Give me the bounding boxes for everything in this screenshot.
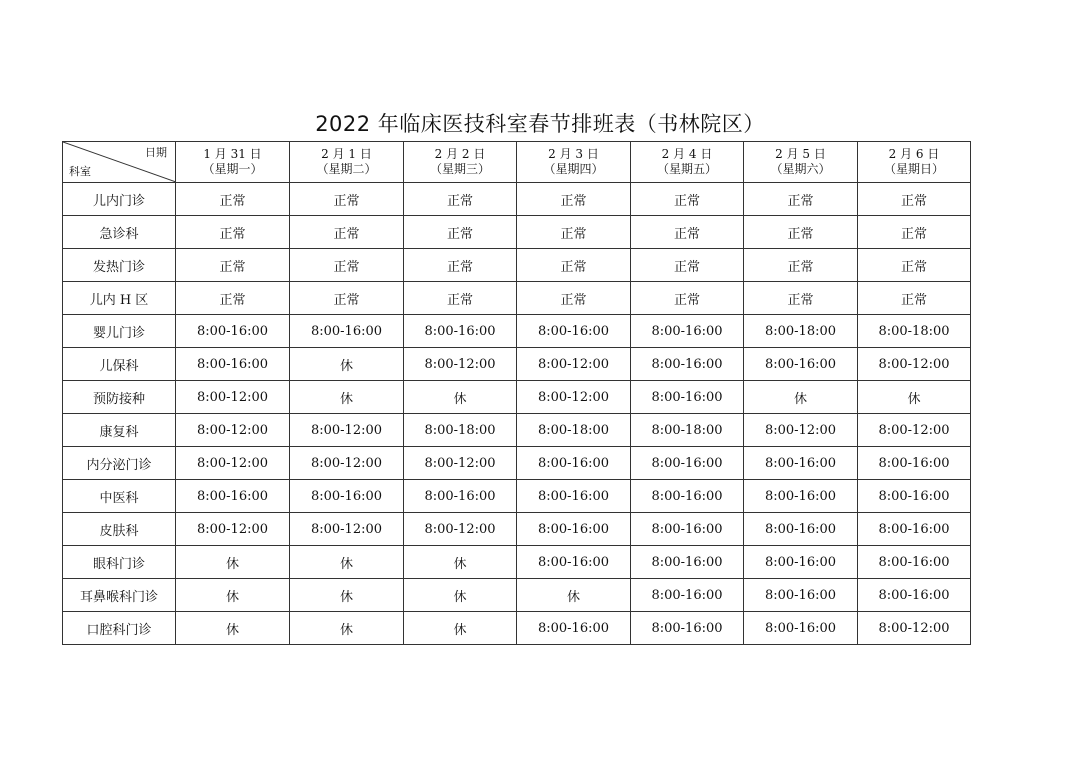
schedule-cell: 正常	[290, 249, 404, 282]
schedule-cell: 正常	[858, 249, 971, 282]
schedule-cell: 8:00-16:00	[744, 579, 858, 612]
schedule-cell: 正常	[176, 216, 290, 249]
table-row	[63, 513, 971, 546]
schedule-cell: 8:00-16:00	[858, 579, 971, 612]
department-cell: 康复科	[63, 414, 176, 447]
date-column-header	[517, 142, 631, 183]
column-weekday: （星期一）	[202, 162, 263, 176]
schedule-cell: 正常	[404, 216, 517, 249]
corner-date-label: 日期	[145, 146, 167, 159]
schedule-cell: 8:00-18:00	[404, 414, 517, 447]
table-row	[63, 579, 971, 612]
schedule-cell: 8:00-16:00	[858, 513, 971, 546]
schedule-cell: 8:00-18:00	[631, 414, 744, 447]
corner-header-cell	[63, 142, 176, 183]
schedule-cell: 正常	[290, 183, 404, 216]
schedule-cell: 8:00-16:00	[517, 546, 631, 579]
schedule-cell: 8:00-16:00	[176, 348, 290, 381]
schedule-cell: 正常	[744, 183, 858, 216]
corner-dept-label: 科室	[69, 165, 91, 178]
schedule-cell: 正常	[744, 216, 858, 249]
schedule-cell: 正常	[744, 249, 858, 282]
schedule-cell: 休	[176, 546, 290, 579]
schedule-cell: 休	[404, 579, 517, 612]
schedule-cell: 正常	[744, 282, 858, 315]
column-date: 2 月 5 日	[775, 147, 826, 161]
department-cell: 儿保科	[63, 348, 176, 381]
column-weekday: （星期六）	[770, 162, 831, 176]
schedule-cell: 8:00-16:00	[744, 447, 858, 480]
schedule-cell: 休	[404, 612, 517, 645]
table-row	[63, 480, 971, 513]
schedule-cell: 8:00-16:00	[404, 480, 517, 513]
column-date: 2 月 3 日	[548, 147, 599, 161]
schedule-cell: 8:00-12:00	[858, 414, 971, 447]
department-cell: 儿内 H 区	[63, 282, 176, 315]
schedule-cell: 正常	[517, 183, 631, 216]
column-weekday: （星期二）	[316, 162, 377, 176]
schedule-cell: 8:00-12:00	[290, 447, 404, 480]
date-column-header	[858, 142, 971, 183]
department-cell: 婴儿门诊	[63, 315, 176, 348]
schedule-cell: 8:00-12:00	[176, 447, 290, 480]
schedule-cell: 8:00-18:00	[744, 315, 858, 348]
schedule-cell: 正常	[858, 183, 971, 216]
schedule-cell: 正常	[858, 216, 971, 249]
schedule-cell: 8:00-12:00	[176, 513, 290, 546]
schedule-cell: 休	[290, 612, 404, 645]
schedule-cell: 休	[290, 348, 404, 381]
schedule-cell: 8:00-16:00	[858, 546, 971, 579]
schedule-cell: 8:00-16:00	[858, 480, 971, 513]
column-weekday: （星期四）	[543, 162, 604, 176]
date-column-header	[404, 142, 517, 183]
column-date: 2 月 2 日	[434, 147, 486, 161]
table-row	[63, 612, 971, 645]
schedule-cell: 8:00-16:00	[290, 315, 404, 348]
table-row	[63, 183, 971, 216]
table-row	[63, 546, 971, 579]
schedule-cell: 8:00-16:00	[631, 447, 744, 480]
schedule-cell: 8:00-16:00	[744, 513, 858, 546]
schedule-cell: 8:00-16:00	[176, 315, 290, 348]
schedule-cell: 8:00-12:00	[858, 612, 971, 645]
schedule-cell: 正常	[176, 282, 290, 315]
table-row	[63, 447, 971, 480]
table-row	[63, 315, 971, 348]
schedule-cell: 正常	[517, 282, 631, 315]
schedule-cell: 8:00-16:00	[631, 381, 744, 414]
schedule-cell: 8:00-16:00	[631, 480, 744, 513]
schedule-cell: 正常	[631, 249, 744, 282]
schedule-cell: 正常	[404, 249, 517, 282]
schedule-cell: 8:00-12:00	[176, 414, 290, 447]
header-row	[63, 142, 971, 183]
schedule-cell: 8:00-16:00	[631, 579, 744, 612]
schedule-cell: 休	[517, 579, 631, 612]
column-weekday: （星期日）	[883, 162, 944, 176]
schedule-cell: 正常	[517, 216, 631, 249]
table-row	[63, 348, 971, 381]
table-row	[63, 381, 971, 414]
schedule-cell: 8:00-12:00	[744, 414, 858, 447]
schedule-cell: 8:00-12:00	[176, 381, 290, 414]
schedule-cell: 8:00-16:00	[176, 480, 290, 513]
schedule-cell: 8:00-16:00	[517, 612, 631, 645]
schedule-body	[63, 183, 971, 645]
schedule-cell: 正常	[176, 183, 290, 216]
schedule-cell: 8:00-16:00	[517, 447, 631, 480]
column-date: 1 月 31 日	[203, 147, 262, 161]
schedule-cell: 正常	[404, 183, 517, 216]
schedule-cell: 8:00-18:00	[517, 414, 631, 447]
table-row	[63, 249, 971, 282]
schedule-cell: 8:00-16:00	[631, 612, 744, 645]
schedule-cell: 8:00-16:00	[290, 480, 404, 513]
schedule-cell: 8:00-12:00	[404, 447, 517, 480]
table-row	[63, 282, 971, 315]
schedule-cell: 正常	[631, 282, 744, 315]
schedule-cell: 8:00-12:00	[404, 513, 517, 546]
schedule-cell: 休	[858, 381, 971, 414]
schedule-cell: 8:00-16:00	[517, 480, 631, 513]
schedule-cell: 休	[290, 579, 404, 612]
column-weekday: （星期三）	[429, 162, 490, 176]
table-row	[63, 216, 971, 249]
schedule-cell: 8:00-12:00	[517, 381, 631, 414]
schedule-cell: 8:00-12:00	[290, 414, 404, 447]
schedule-cell: 8:00-12:00	[517, 348, 631, 381]
schedule-cell: 正常	[176, 249, 290, 282]
department-cell: 预防接种	[63, 381, 176, 414]
date-column-header	[631, 142, 744, 183]
page-title: 2022 年临床医技科室春节排班表（书林院区）	[315, 112, 765, 136]
column-date: 2 月 1 日	[321, 147, 372, 161]
department-cell: 内分泌门诊	[63, 447, 176, 480]
schedule-cell: 8:00-16:00	[631, 513, 744, 546]
department-cell: 眼科门诊	[63, 546, 176, 579]
department-cell: 耳鼻喉科门诊	[63, 579, 176, 612]
schedule-cell: 8:00-16:00	[631, 315, 744, 348]
department-cell: 口腔科门诊	[63, 612, 176, 645]
schedule-cell: 8:00-12:00	[290, 513, 404, 546]
schedule-cell: 正常	[290, 282, 404, 315]
schedule-cell: 8:00-16:00	[517, 513, 631, 546]
date-column-header	[176, 142, 290, 183]
schedule-cell: 8:00-16:00	[631, 546, 744, 579]
schedule-cell: 休	[404, 546, 517, 579]
department-cell: 发热门诊	[63, 249, 176, 282]
column-date: 2 月 6 日	[888, 147, 940, 161]
department-cell: 急诊科	[63, 216, 176, 249]
schedule-cell: 8:00-16:00	[517, 315, 631, 348]
schedule-cell: 8:00-16:00	[744, 546, 858, 579]
department-cell: 中医科	[63, 480, 176, 513]
schedule-cell: 正常	[517, 249, 631, 282]
schedule-cell: 休	[176, 579, 290, 612]
schedule-cell: 正常	[631, 183, 744, 216]
schedule-cell: 休	[290, 381, 404, 414]
schedule-cell: 休	[290, 546, 404, 579]
schedule-cell: 休	[176, 612, 290, 645]
schedule-cell: 正常	[631, 216, 744, 249]
schedule-cell: 正常	[290, 216, 404, 249]
schedule-cell: 8:00-12:00	[858, 348, 971, 381]
schedule-cell: 8:00-18:00	[858, 315, 971, 348]
column-date: 2 月 4 日	[661, 147, 713, 161]
schedule-cell: 8:00-12:00	[404, 348, 517, 381]
schedule-cell: 8:00-16:00	[744, 348, 858, 381]
schedule-cell: 8:00-16:00	[858, 447, 971, 480]
column-weekday: （星期五）	[656, 162, 717, 176]
date-column-header	[744, 142, 858, 183]
table-row	[63, 414, 971, 447]
schedule-cell: 休	[404, 381, 517, 414]
department-cell: 儿内门诊	[63, 183, 176, 216]
schedule-cell: 8:00-16:00	[744, 480, 858, 513]
schedule-cell: 正常	[404, 282, 517, 315]
schedule-cell: 8:00-16:00	[404, 315, 517, 348]
schedule-cell: 8:00-16:00	[631, 348, 744, 381]
schedule-cell: 正常	[858, 282, 971, 315]
department-cell: 皮肤科	[63, 513, 176, 546]
date-column-header	[290, 142, 404, 183]
schedule-table	[62, 141, 971, 645]
schedule-cell: 8:00-16:00	[744, 612, 858, 645]
schedule-cell: 休	[744, 381, 858, 414]
